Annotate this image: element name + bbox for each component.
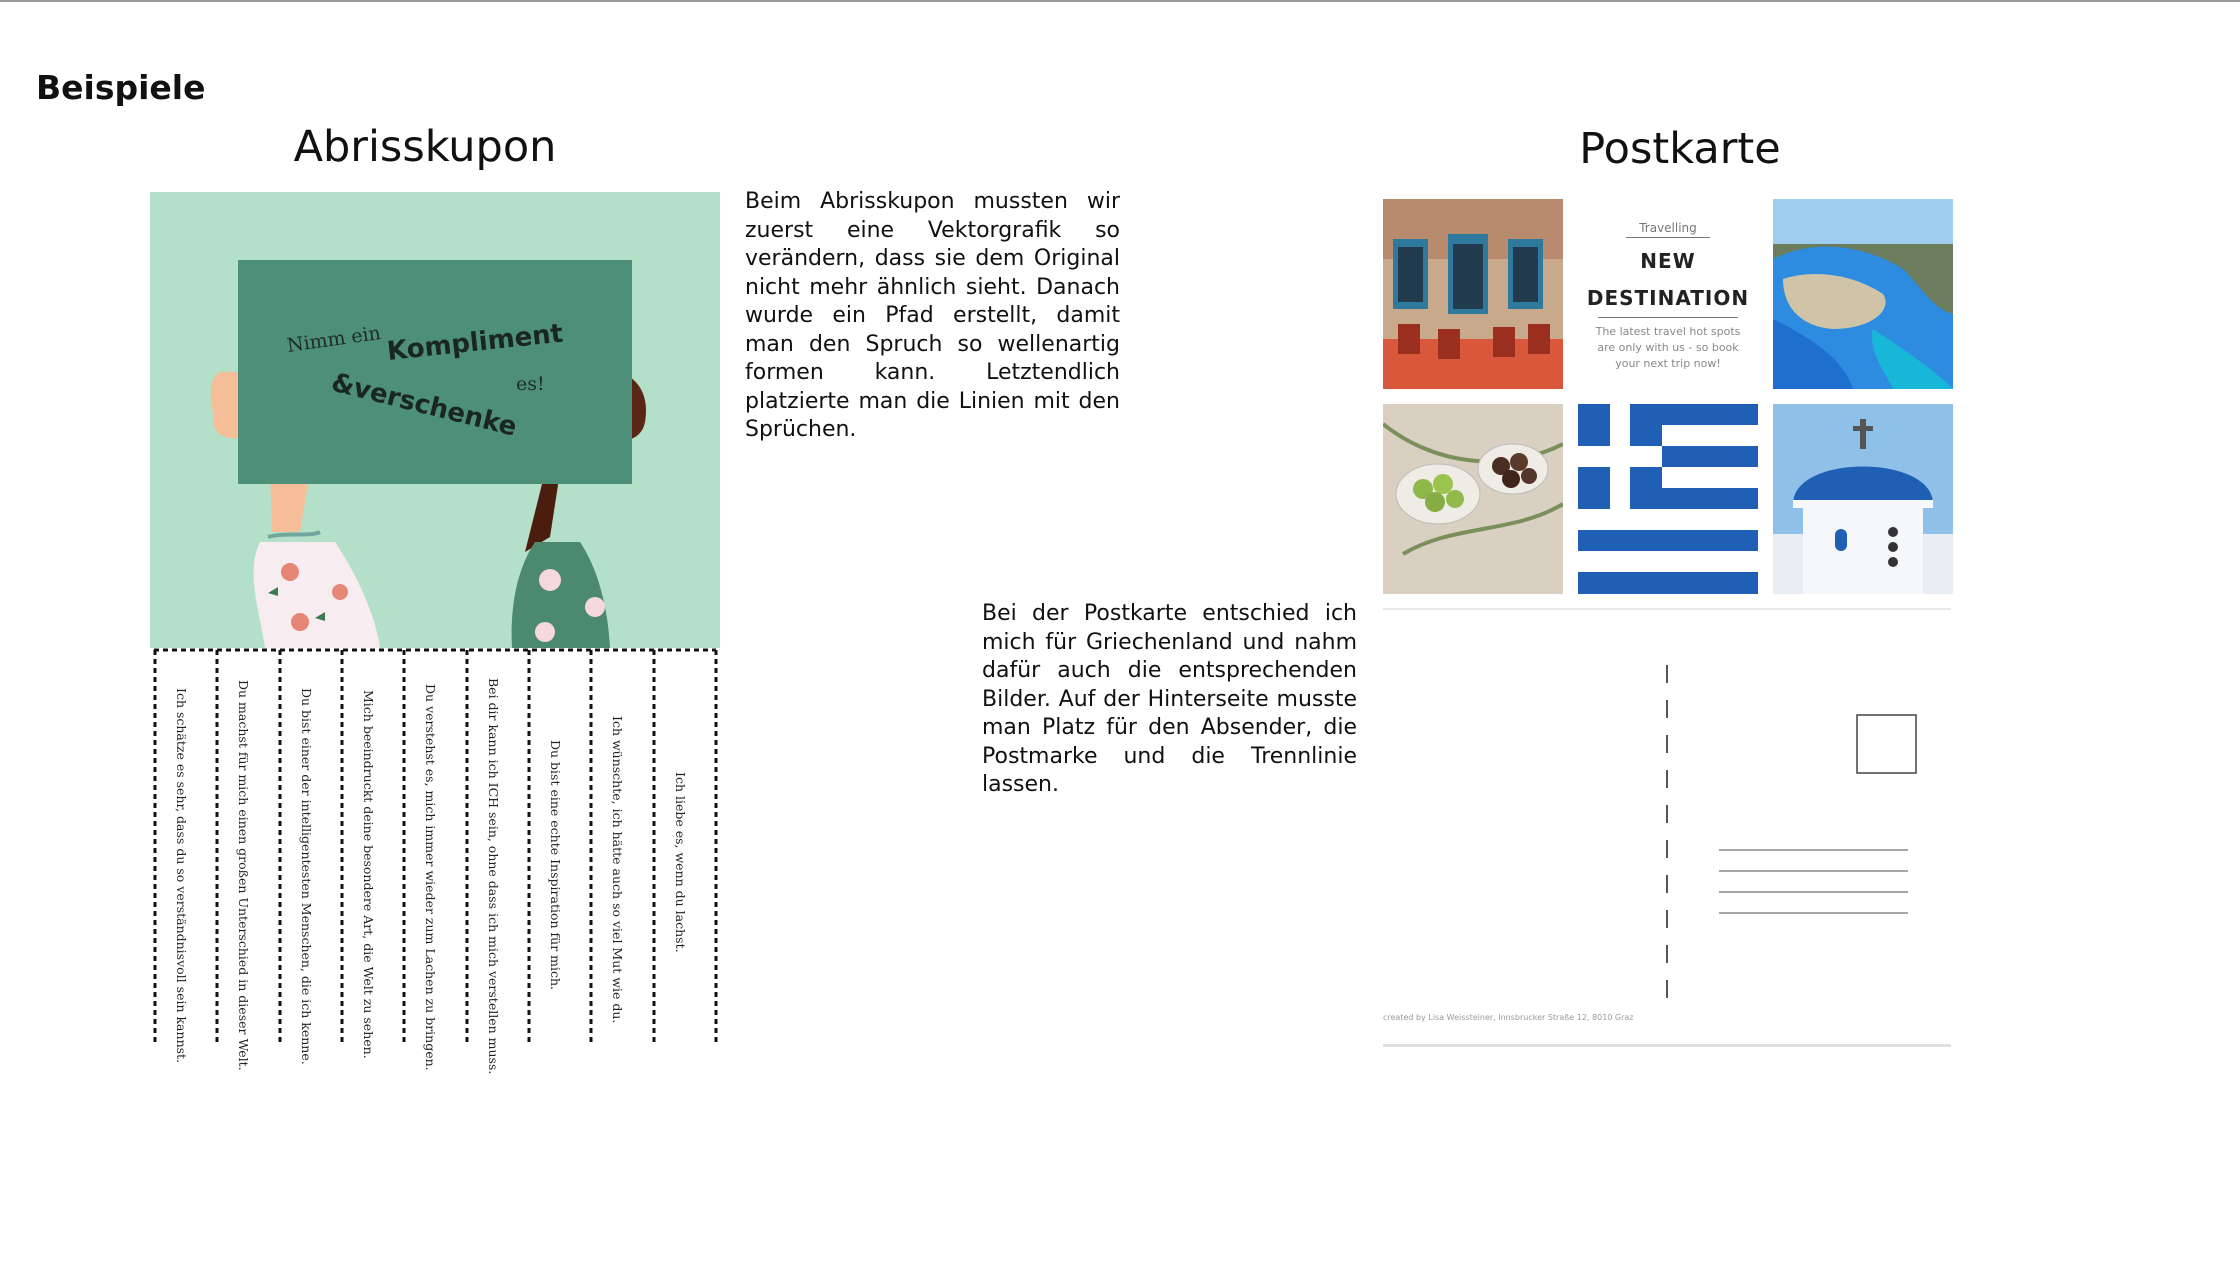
strip-7: Du bist eine echte Inspiration für mich. — [548, 740, 563, 991]
tile-text: The latest travel hot spots are only with us - so book your next trip now! — [1595, 325, 1741, 370]
photo-olives — [1383, 404, 1563, 594]
photo-greek-flag — [1578, 404, 1758, 594]
strip-4: Mich beeindruckt deine besondere Art, die Welt zu sehen. — [361, 690, 376, 1059]
compliment-sign — [238, 260, 632, 484]
slogan-big-2: &verschenke — [328, 367, 520, 443]
tile-rule-2 — [1598, 317, 1738, 318]
back-bottom-rule — [1383, 1044, 1951, 1047]
strip-9: Ich liebe es, wenn du lachst. — [673, 772, 688, 953]
coupon-description: Beim Abrisskupon mussten wir zuerst eine Vektorgrafik so verändern, dass sie dem Original nicht mehr ähnlich sieht. Danach wurde ein Pfad erstellt, damit man den Spruch so wellenartig formen kann. Letztendlich platzierte man die Linien mit den Sprüchen. — [745, 189, 1120, 442]
photo-chapel — [1773, 404, 1953, 594]
tile-title-1: NEW — [1640, 249, 1696, 273]
strip-6: Bei dir kann ich ICH sein, ohne dass ich mich verstellen muss. — [486, 678, 501, 1075]
stamp-box — [1857, 715, 1916, 773]
address-lines — [1719, 850, 1908, 913]
photo-cafe — [1383, 199, 1563, 389]
tile-kicker: Travelling — [1639, 221, 1697, 235]
slogan-small-1: Nimm ein — [285, 322, 383, 357]
tile-rule-1 — [1626, 237, 1710, 238]
postcard-heading: Postkarte — [1579, 124, 1781, 174]
top-rule — [0, 0, 2240, 2]
tear-off-strips — [150, 648, 720, 1075]
postcard-credit: created by Lisa Weissteiner, Innsbrucker Straße 12, 8010 Graz — [1383, 1013, 1634, 1022]
strip-5: Du verstehst es, mich immer wieder zum Lachen zu bringen. — [423, 684, 438, 1071]
postcard-description: Bei der Postkarte entschied ich mich für Griechenland und nahm dafür auch die entsprechenden Bilder. Auf der Hinterseite musste man Platz für den Absender, die Postmarke und die Trennlinie lassen. — [982, 601, 1357, 797]
coupon-heading: Abrisskupon — [293, 122, 557, 172]
postcard-back — [1383, 640, 1951, 1020]
tile-new-destination — [1578, 199, 1758, 389]
photo-bay — [1773, 199, 1953, 389]
slogan-big-1: Kompliment — [385, 318, 565, 367]
strip-8: Ich wünschte, ich hätte auch so viel Mut wie du. — [610, 716, 625, 1024]
back-top-rule — [1383, 608, 1951, 610]
tile-title-2: DESTINATION — [1586, 286, 1750, 310]
slogan-small-2: es! — [516, 373, 545, 395]
strip-2: Du machst für mich einen großen Unterschied in dieser Welt. — [236, 680, 251, 1071]
strip-1: Ich schätze es sehr, dass du so verständnisvoll sein kannst. — [174, 688, 189, 1064]
wavy-slogan — [238, 260, 632, 484]
section-title: Beispiele — [36, 68, 206, 107]
strip-3: Du bist einer der intelligentesten Menschen, die ich kenne. — [299, 688, 314, 1065]
